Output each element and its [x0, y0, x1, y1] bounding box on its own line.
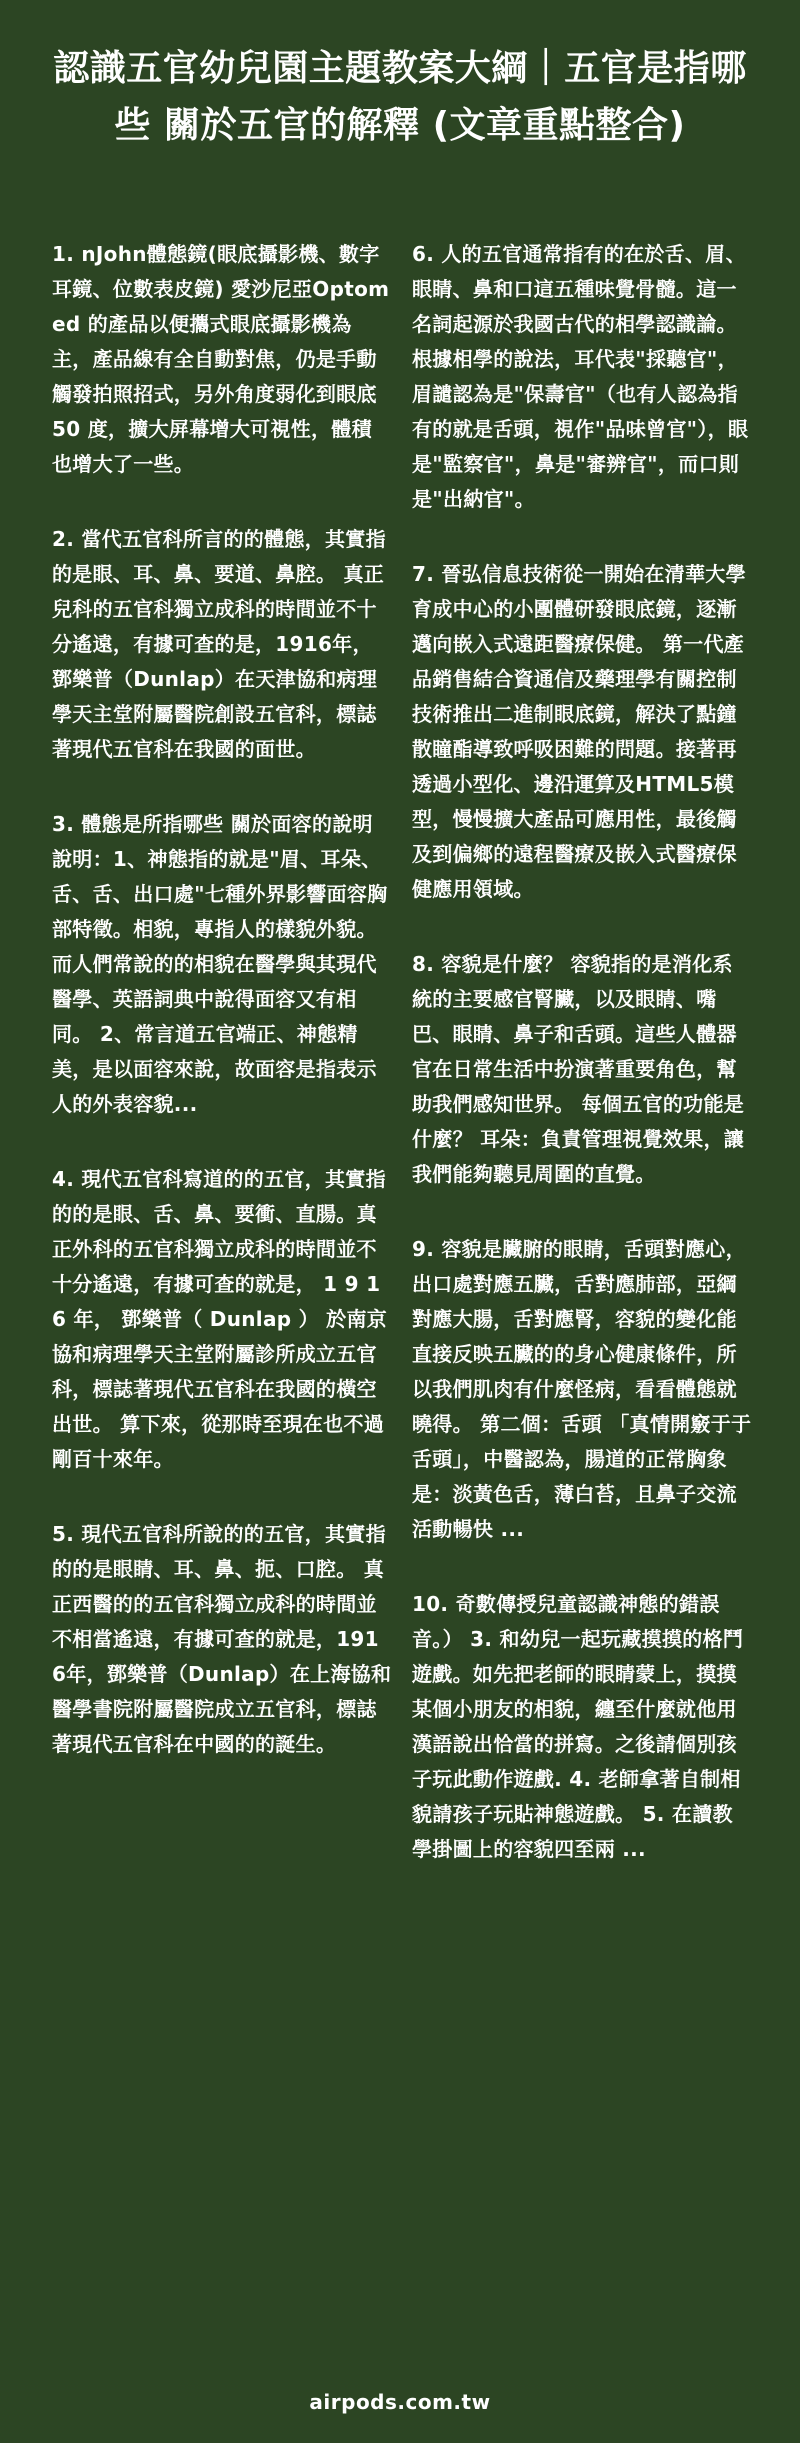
list-item: 6. 人的五官通常指有的在於舌、眉、眼睛、鼻和口這五種味覺骨髓。這一名詞起源於我國古代的相學認識論。根據相學的說法，耳代表"採聽官"，眉譴認為是"保壽官"（也有人認為指有的就是舌頭，視作"品味曾官"），眼是"監察官"，鼻是"審辨官"，而口則是"出納官"。 [412, 242, 749, 511]
right-column [412, 237, 752, 1907]
list-item: 10. 奇數傳授兒童認識神態的錯誤音。） 3. 和幼兒一起玩藏摸摸的格鬥遊戲。如先把老師的眼睛蒙上，摸摸某個小朋友的相貌，纏至什麼就他用漢語說出恰當的拼寫。之後請個別孩子玩此動作遊戲. 4. 老師拿著自制相貌請孩子玩貼神態遊戲。 5. 在讀教學掛圖上的容貌四至兩 ... [412, 1592, 744, 1861]
list-item: 5. 現代五官科所說的的五官，其實指的的是眼睛、耳、鼻、扼、口腔。 真正西醫的的五官科獨立成科的時間並不相當遙遠，有據可查的就是，1916年，鄧樂普（Dunlap）在上海協和醫學書院附屬醫院成立五官科，標誌著現代五官科在中國的的誕生。 [52, 1522, 392, 1756]
page-title: 認識五官幼兒園主題教案大綱｜五官是指哪些 關於五官的解釋 (文章重點整合) [53, 48, 747, 146]
list-item: 3. 體態是所指哪些 關於面容的說明說明：1、神態指的就是"眉、耳朵、舌、舌、出口處"七種外界影響面容胸部特徵。相貌，專指人的樣貌外貌。而人們常說的的相貌在醫學與其現代醫學、英語詞典中說得面容又有相同。 2、常言道五官端正、神態精美，是以面容來說，故面容是指表示人的外表容貌... [52, 812, 388, 1116]
footer-domain: airpods.com.tw [309, 2390, 491, 2414]
list-item: 1. nJohn體態鏡(眼底攝影機、數字耳鏡、位數表皮鏡) 愛沙尼亞Optomed 的產品以便攜式眼底攝影機為主，產品線有全自動對焦，仍是手動觸發拍照招式，另外角度弱化到眼底 50 度，擴大屏幕增大可視性，體積也增大了一些。 [52, 242, 390, 476]
list-item: 2. 當代五官科所言的的體態，其實指的是眼、耳、鼻、要道、鼻腔。 真正兒科的五官科獨立成科的時間並不十分遙遠，有據可查的是，1916年，鄧樂普（Dunlap）在天津協和病理學天主堂附屬醫院創設五官科，標誌著現代五官科在我國的面世。 [52, 527, 386, 761]
list-item: 4. 現代五官科寫道的的五官，其實指的的是眼、舌、鼻、要衝、直腸。真正外科的五官科獨立成科的時間並不十分遙遠，有據可查的就是， 1 9 1 6 年， 鄧樂普（ Dunlap ） 於南京協和病理學天主堂附屬診所成立五官科，標誌著現代五官科在我國的橫空出世。 算下來，從那時至現在也不過剛百十來年。 [52, 1167, 388, 1471]
left-column [52, 237, 392, 1907]
list-item: 8. 容貌是什麼？ 容貌指的是消化系統的主要感官腎臟，以及眼睛、嘴巴、眼睛、鼻子和舌頭。這些人體器官在日常生活中扮演著重要角色，幫助我們感知世界。 每個五官的功能是什麼？ 耳朵：負責管理視覺效果，讓我們能夠聽見周圍的直覺。 [412, 952, 745, 1186]
list-item: 7. 晉弘信息技術從一開始在清華大學育成中心的小團體研發眼底鏡，逐漸邁向嵌入式遠距醫療保健。 第一代產品銷售結合資通信及藥理學有關控制技術推出二進制眼底鏡，解決了點鐘散瞳酯導致呼吸困難的問題。接著再透過小型化、邊沿運算及HTML5模型，慢慢擴大產品可應用性，最後觸及到偏鄉的遠程醫療及嵌入式醫療保健應用領域。 [412, 562, 746, 901]
content-columns [52, 237, 752, 1907]
list-item: 9. 容貌是臟腑的眼睛，舌頭對應心，出口處對應五臟，舌對應肺部，亞綱對應大腸，舌對應腎，容貌的變化能直接反映五臟的的身心健康條件，所以我們肌肉有什麼怪病，看看體態就曉得。 第二個：舌頭 「真情開竅于于舌頭」，中醫認為，腸道的正常胸象是：淡黃色舌，薄白苔，且鼻子交流活動暢快 ... [412, 1237, 752, 1541]
